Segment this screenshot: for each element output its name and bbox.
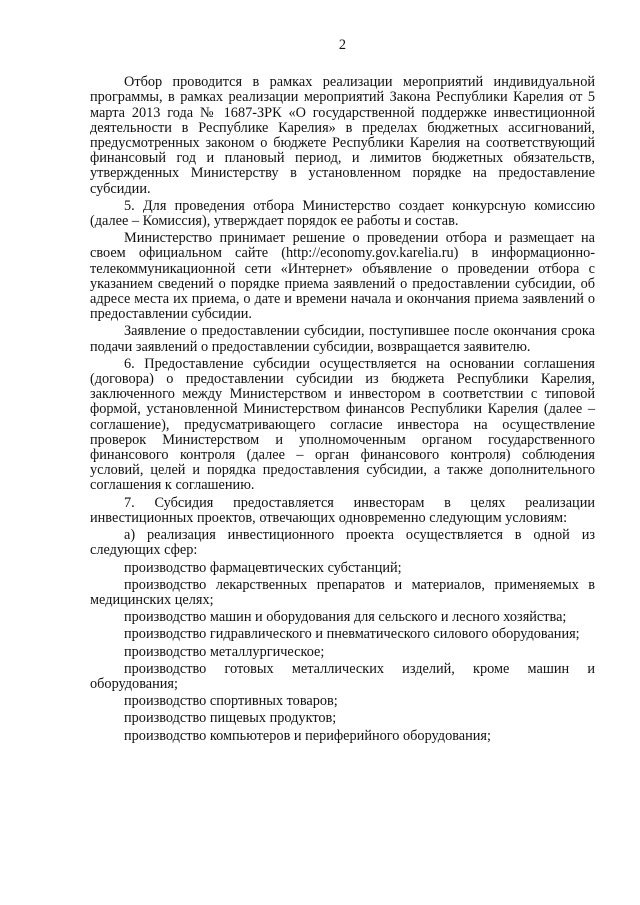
paragraph: Заявление о предоставлении субсидии, поступившее после окончания срока подачи заявлений о предоставлении субсидии, возвращается заявителю. — [90, 323, 595, 355]
list-item: производство спортивных товаров; — [124, 693, 338, 710]
paragraph: Министерство принимает решение о проведении отбора и размещает на своем официальном сайте (http://economy.gov.karelia.ru) в информационно-телекоммуникационной сети «Интернет» объявление о проведении отбора с указанием сведений о порядке приема заявлений о предоставлении субсидии, об адресе места их приема, о дате и времени начала и окончания приема заявлений о предоставлении субсидии. — [90, 230, 595, 323]
list-item: производство гидравлического и пневматического силового оборудования; — [124, 626, 580, 643]
list-item: производство лекарственных препаратов и материалов, применяемых в медицинских целях; — [90, 576, 595, 608]
list-item: производство фармацевтических субстанций; — [124, 559, 402, 576]
list-item: производство машин и оборудования для сельского и лесного хозяйства; — [124, 609, 567, 626]
paragraph: Отбор проводится в рамках реализации мероприятий индивидуальной программы, в рамках реализации мероприятий Закона Республики Карелия от 5 марта 2013 года № 1687-ЗРК «О государственной поддержке инвестиционной деятельности в Республике Карелия» в пределах бюджетных ассигнований, предусмотренных законом о бюджете Республики Карелия на соответствующий финансовый год и плановый период, и лимитов бюджетных обязательств, утвержденных Министерству в установленном порядке на предоставление субсидии. — [90, 74, 595, 197]
list-item: производство металлургическое; — [124, 643, 325, 660]
paragraph: а) реализация инвестиционного проекта осуществляется в одной из следующих сфер: — [90, 527, 595, 559]
paragraph: 5. Для проведения отбора Министерство создает конкурсную комиссию (далее – Комиссия), утверждает порядок ее работы и состав. — [90, 197, 595, 230]
paragraph: 7. Субсидия предоставляется инвесторам в целях реализации инвестиционных проектов, отвечающих одновременно следующим условиям: — [90, 494, 595, 526]
list-item: производство компьютеров и периферийного оборудования; — [124, 727, 491, 744]
paragraph: 6. Предоставление субсидии осуществляется на основании соглашения (договора) о предоставлении субсидии из бюджета Республики Карелия, заключенного между Министерством и инвестором в соответствии с типовой формой, установленной Министерством финансов Республики Карелия (далее – соглашение), предусматривающего согласие инвестора на осуществление проверок Министерством и уполномоченным органом государственного финансового контроля (далее – орган финансового контроля) соблюдения условий, целей и порядка предоставления субсидии, а также дополнительного соглашения к соглашению. — [90, 355, 595, 494]
list-item: производство пищевых продуктов; — [124, 710, 337, 727]
page-number: 2 — [338, 37, 347, 53]
list-item: производство готовых металлических изделий, кроме машин и оборудования; — [90, 660, 595, 692]
